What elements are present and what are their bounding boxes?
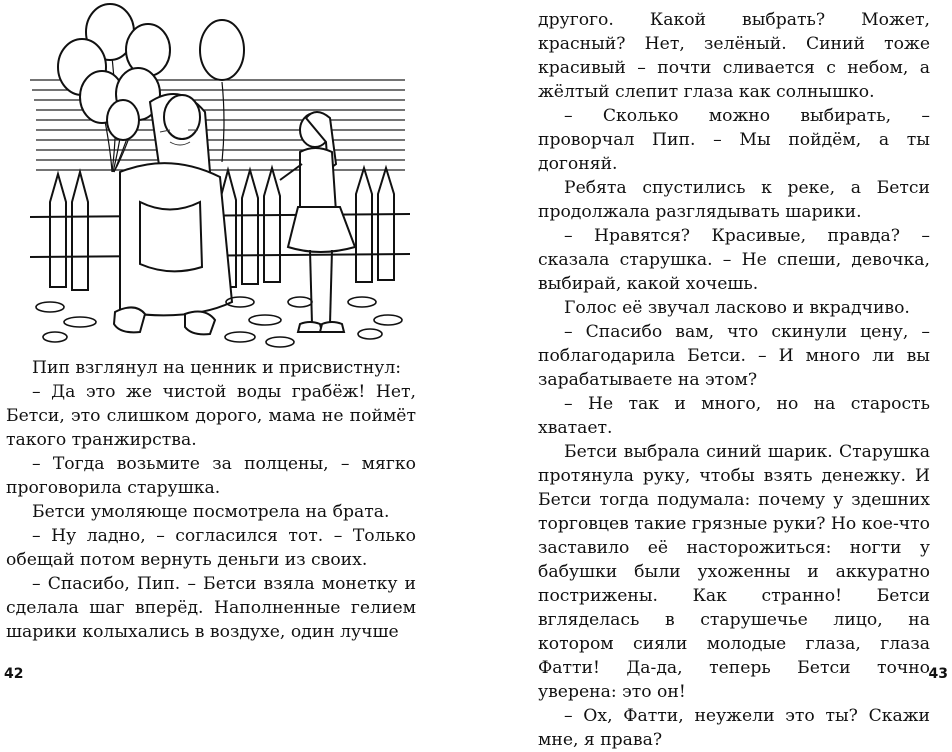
right-page-text xyxy=(538,8,930,752)
paragraph: – Не так и много, но на старость хватает. xyxy=(538,394,930,438)
paragraph: – Спасибо, Пип. – Бетси взяла монетку и сделала шаг вперёд. Наполненные гелием шарики колыхались в воздухе, один лучше xyxy=(6,574,416,642)
illustration-old-woman-balloons-girl xyxy=(10,2,418,354)
paragraph: Бетси умоляюще посмотрела на брата. xyxy=(32,502,390,522)
paragraph: – Спасибо вам, что скинули цену, – поблагодарила Бетси. – И много ли вы зарабатываете на этом? xyxy=(538,322,930,390)
paragraph: – Ох, Фатти, неужели это ты? Скажи мне, я права? xyxy=(538,706,930,750)
paragraph: Пип взглянул на ценник и присвистнул: xyxy=(32,358,402,378)
paragraph: – Нравятся? Красивые, правда? – сказала старушка. – Не спеши, девочка, выбирай, какой хочешь. xyxy=(538,226,930,294)
paragraph: Ребята спустились к реке, а Бетси продолжала разглядывать шарики. xyxy=(538,178,930,222)
paragraph: Голос её звучал ласково и вкрадчиво. xyxy=(564,298,910,318)
paragraph: другого. Какой выбрать? Может, красный? Нет, зелёный. Синий тоже красивый – почти сливается с небом, а жёлтый слепит глаза как солнышко. xyxy=(538,10,930,102)
paragraph: – Тогда возьмите за полцены, – мягко проговорила старушка. xyxy=(6,454,416,498)
paragraph: – Сколько можно выбирать, – проворчал Пип. – Мы пойдём, а ты догоняй. xyxy=(538,106,930,174)
left-page-text xyxy=(6,356,416,644)
page-number: 43 xyxy=(928,666,948,682)
left-page xyxy=(0,0,476,688)
right-page xyxy=(476,0,952,750)
paragraph: Бетси выбрала синий шарик. Старушка протянула руку, чтобы взять денежку. И Бетси тогда подумала: почему у здешних торговцев такие грязные руки? Но кое-что заставило её насторожиться: ногти у бабушки были ухоженны и аккуратно пострижены. Как странно! Бетси вгляделась в старушечье лицо, на котором сияли молодые глаза, глаза Фатти! Да-да, теперь Бетси точно уверена: это он! xyxy=(538,442,930,702)
page-number: 42 xyxy=(4,666,24,682)
paragraph: – Да это же чистой воды грабёж! Нет, Бетси, это слишком дорого, мама не поймёт такого транжирства. xyxy=(6,382,416,450)
paragraph: – Ну ладно, – согласился тот. – Только обещай потом вернуть деньги из своих. xyxy=(6,526,416,570)
